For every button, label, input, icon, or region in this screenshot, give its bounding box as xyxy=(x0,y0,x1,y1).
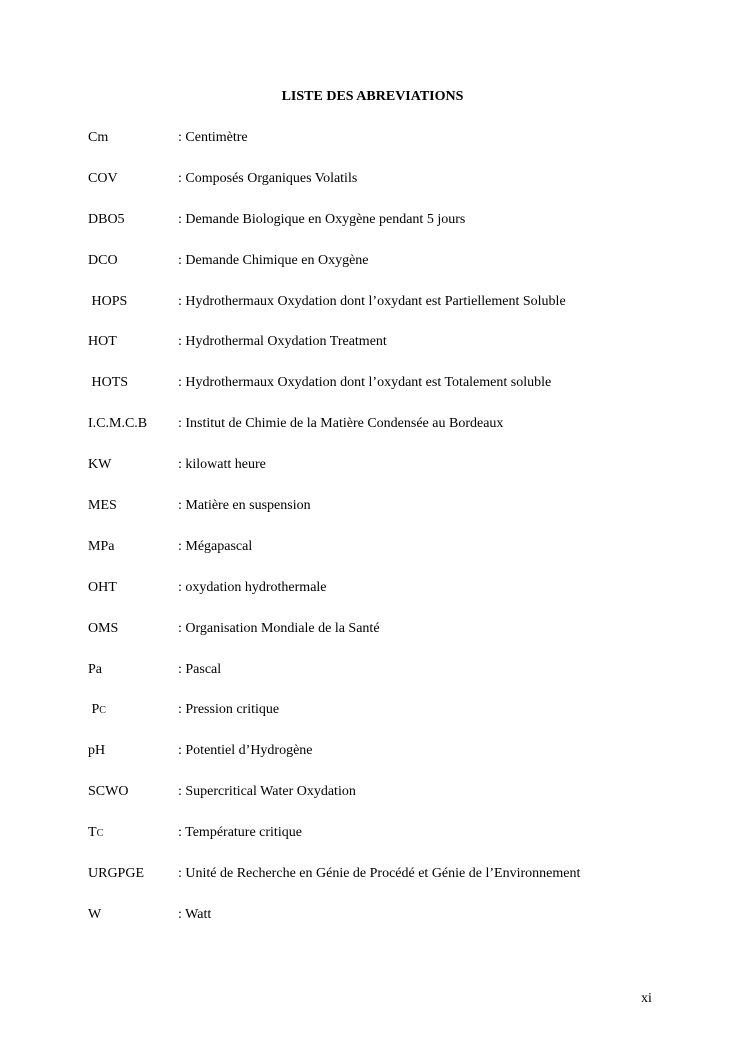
abbreviation-term xyxy=(88,824,103,843)
abbreviation-term: DBO5 xyxy=(88,211,125,227)
abbreviation-definition: : Mégapascal xyxy=(178,538,253,554)
abbreviation-definition: : Température critique xyxy=(178,825,302,841)
abbreviation-term: HOT xyxy=(88,334,117,350)
abbreviation-definition: : Demande Biologique en Oxygène pendant 5 jours xyxy=(178,211,466,227)
page-number: xi xyxy=(641,991,652,1006)
abbreviation-definition: : Hydrothermal Oxydation Treatment xyxy=(178,334,387,350)
abbreviation-term: Pa xyxy=(88,661,102,677)
list-item xyxy=(88,538,688,579)
abbreviation-term: OMS xyxy=(88,620,119,636)
abbreviation-definition: : Centimètre xyxy=(178,130,248,145)
list-item xyxy=(88,333,688,374)
abbreviation-term: I.C.M.C.B xyxy=(88,416,148,432)
abbreviation-term-subscript: C xyxy=(96,828,104,840)
abbreviation-definition: : Institut de Chimie de la Matière Condensée au Bordeaux xyxy=(178,416,504,432)
list-item xyxy=(88,783,688,824)
abbreviation-definition: : Hydrothermaux Oxydation dont l’oxydant est Totalement soluble xyxy=(178,375,552,391)
list-item xyxy=(88,701,688,742)
abbreviation-definition: : Potentiel d’Hydrogène xyxy=(178,743,313,759)
abbreviation-term: COV xyxy=(88,170,118,186)
abbreviation-term: MPa xyxy=(88,538,115,554)
list-item xyxy=(88,293,688,334)
list-item xyxy=(88,824,688,865)
abbreviation-definition: : Supercritical Water Oxydation xyxy=(178,784,356,800)
abbreviation-term-base: T xyxy=(88,825,97,841)
abbreviation-term: Cm xyxy=(88,130,109,145)
list-item xyxy=(88,252,688,293)
abbreviation-definition: : Organisation Mondiale de la Santé xyxy=(178,620,380,636)
list-item xyxy=(88,211,688,252)
list-item xyxy=(88,415,688,456)
abbreviation-term: DCO xyxy=(88,252,118,268)
abbreviation-term xyxy=(88,701,106,720)
list-item xyxy=(88,579,688,620)
abbreviation-definition: : Hydrothermaux Oxydation dont l’oxydant est Partiellement Soluble xyxy=(178,293,566,309)
abbreviation-term: W xyxy=(88,906,102,922)
list-item xyxy=(88,865,688,906)
abbreviation-definition: : kilowatt heure xyxy=(178,457,266,473)
abbreviation-term-subscript: C xyxy=(99,705,106,717)
list-item xyxy=(88,742,688,783)
list-item xyxy=(88,170,688,211)
abbreviation-term: URGPGE xyxy=(88,866,145,882)
abbreviation-term: HOPS xyxy=(88,293,128,309)
abbreviation-list xyxy=(88,129,688,947)
abbreviation-definition: : Matière en suspension xyxy=(178,498,311,514)
abbreviation-term: OHT xyxy=(88,579,117,595)
list-item xyxy=(88,620,688,661)
abbreviation-definition: : Pression critique xyxy=(178,702,280,718)
abbreviation-definition: : Pascal xyxy=(178,661,222,677)
abbreviation-term: SCWO xyxy=(88,784,129,800)
page-title: LISTE DES ABREVIATIONS xyxy=(281,89,464,104)
abbreviation-term-base: P xyxy=(88,702,100,718)
abbreviation-definition: : Watt xyxy=(178,906,212,922)
abbreviation-definition: : Composés Organiques Volatils xyxy=(178,170,358,186)
list-item xyxy=(88,129,688,170)
list-item xyxy=(88,497,688,538)
list-item xyxy=(88,906,688,947)
abbreviation-term: MES xyxy=(88,498,117,514)
abbreviation-term: KW xyxy=(88,457,112,473)
list-item xyxy=(88,456,688,497)
abbreviation-definition: : Demande Chimique en Oxygène xyxy=(178,252,369,268)
abbreviation-term: pH xyxy=(88,743,106,759)
list-item xyxy=(88,374,688,415)
abbreviation-term: HOTS xyxy=(88,375,129,391)
list-item xyxy=(88,661,688,702)
abbreviation-definition: : Unité de Recherche en Génie de Procédé et Génie de l’Environnement xyxy=(178,866,581,882)
abbreviation-definition: : oxydation hydrothermale xyxy=(178,579,327,595)
